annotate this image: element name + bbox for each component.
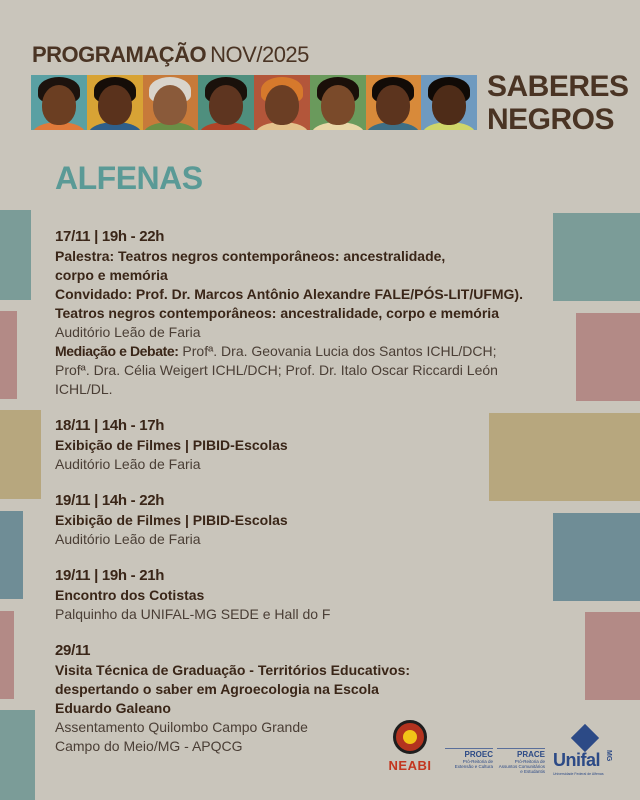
deco-block-right-5 bbox=[585, 612, 640, 700]
portrait-face-icon bbox=[265, 85, 299, 125]
event-title: Encontro dos Cotistas bbox=[55, 587, 205, 603]
proec-logo bbox=[445, 748, 493, 769]
neabi-logo bbox=[385, 718, 435, 780]
event-title-line: Palestra: Teatros negros contemporâneos: ancestralidade, bbox=[55, 248, 446, 264]
unifal-suffix: MG bbox=[605, 750, 612, 762]
sponsor-logos bbox=[385, 718, 625, 780]
event-mediation-line: ICHL/DL. bbox=[55, 381, 113, 397]
program-month: NOV/2025 bbox=[210, 42, 309, 67]
event-3 bbox=[55, 491, 555, 549]
event-location: Palquinho da UNIFAL-MG SEDE e Hall do F bbox=[55, 606, 331, 622]
event-title: Exibição de Filmes | PIBID-Escolas bbox=[55, 437, 288, 453]
portrait-face-icon bbox=[209, 85, 243, 125]
portrait-6 bbox=[310, 75, 366, 130]
prace-name: PRACE bbox=[516, 750, 545, 759]
event-mediation bbox=[55, 342, 555, 361]
event-title-line: corpo e memória bbox=[55, 267, 168, 283]
event-date: 17/11 | 19h - 22h bbox=[55, 228, 165, 245]
portrait-1 bbox=[31, 75, 87, 130]
event-location: Auditório Leão de Faria bbox=[55, 456, 201, 472]
prace-desc: Pró-Reitoria de Assuntos Comunitários e Estudantis bbox=[498, 759, 545, 774]
event-2 bbox=[55, 416, 555, 474]
event-guest-line: Convidado: Prof. Dr. Marcos Antônio Alexandre FALE/PÓS-LIT/UFMG). bbox=[55, 286, 523, 302]
neabi-label: NEABI bbox=[388, 758, 432, 773]
program-label: PROGRAMAÇÃO bbox=[32, 42, 207, 67]
portrait-strip bbox=[31, 75, 477, 130]
event-4 bbox=[55, 566, 555, 624]
portrait-face-icon bbox=[42, 85, 76, 125]
event-location-line: Campo do Meio/MG - APQCG bbox=[55, 738, 243, 754]
portrait-face-icon bbox=[376, 85, 410, 125]
deco-block-left-6 bbox=[0, 710, 35, 800]
deco-block-left-4 bbox=[0, 511, 23, 599]
event-date: 18/11 | 14h - 17h bbox=[55, 417, 165, 434]
proec-desc: Pró-Reitoria de Extensão e Cultura bbox=[454, 759, 493, 769]
event-list bbox=[55, 227, 555, 773]
mediation-names: Profª. Dra. Geovania Lucia dos Santos ICHL/DCH; bbox=[178, 343, 497, 359]
deco-block-right-4 bbox=[553, 513, 640, 601]
deco-block-right-2 bbox=[576, 313, 640, 401]
brand-title bbox=[487, 70, 629, 136]
brand-line-1: SABERES bbox=[487, 70, 629, 103]
prace-logo bbox=[497, 748, 545, 774]
event-location-line: Assentamento Quilombo Campo Grande bbox=[55, 719, 308, 735]
portrait-8 bbox=[421, 75, 477, 130]
deco-block-left-3 bbox=[0, 410, 41, 499]
event-location: Auditório Leão de Faria bbox=[55, 324, 201, 340]
portrait-5 bbox=[254, 75, 310, 130]
event-date: 19/11 | 19h - 21h bbox=[55, 567, 165, 584]
portrait-4 bbox=[198, 75, 254, 130]
portrait-face-icon bbox=[153, 85, 187, 125]
unifal-name: Unifal bbox=[553, 750, 601, 770]
header-title bbox=[32, 42, 309, 68]
portrait-face-icon bbox=[98, 85, 132, 125]
event-title-line: Eduardo Galeano bbox=[55, 700, 171, 716]
unifal-logo bbox=[553, 728, 617, 778]
event-date: 19/11 | 14h - 22h bbox=[55, 492, 165, 509]
deco-block-right-1 bbox=[553, 213, 640, 301]
event-title: Exibição de Filmes | PIBID-Escolas bbox=[55, 512, 288, 528]
proec-name: PROEC bbox=[464, 750, 493, 759]
event-title-line: despertando o saber em Agroecologia na Escola bbox=[55, 681, 379, 697]
portrait-7 bbox=[366, 75, 422, 130]
unifal-desc: Universidade Federal de Alfenas bbox=[553, 772, 604, 776]
deco-block-left-5 bbox=[0, 611, 14, 699]
portrait-face-icon bbox=[432, 85, 466, 125]
event-topic-line: Teatros negros contemporâneos: ancestralidade, corpo e memória bbox=[55, 305, 499, 321]
event-mediation-line: Profª. Dra. Célia Weigert ICHL/DCH; Prof. Dr. Italo Oscar Riccardi León bbox=[55, 362, 498, 378]
portrait-3 bbox=[143, 75, 199, 130]
city-title: ALFENAS bbox=[55, 160, 203, 196]
unifal-mark-icon bbox=[571, 724, 599, 752]
neabi-emblem-icon bbox=[393, 720, 427, 754]
portrait-face-icon bbox=[321, 85, 355, 125]
deco-block-left-2 bbox=[0, 311, 17, 399]
portrait-2 bbox=[87, 75, 143, 130]
event-title-line: Visita Técnica de Graduação - Territórios Educativos: bbox=[55, 662, 411, 678]
event-location: Auditório Leão de Faria bbox=[55, 531, 201, 547]
brand-line-2: NEGROS bbox=[487, 103, 615, 136]
deco-block-left-1 bbox=[0, 210, 31, 300]
mediation-label: Mediação e Debate: bbox=[55, 343, 179, 359]
event-date: 29/11 bbox=[55, 642, 91, 659]
event-1 bbox=[55, 227, 555, 399]
